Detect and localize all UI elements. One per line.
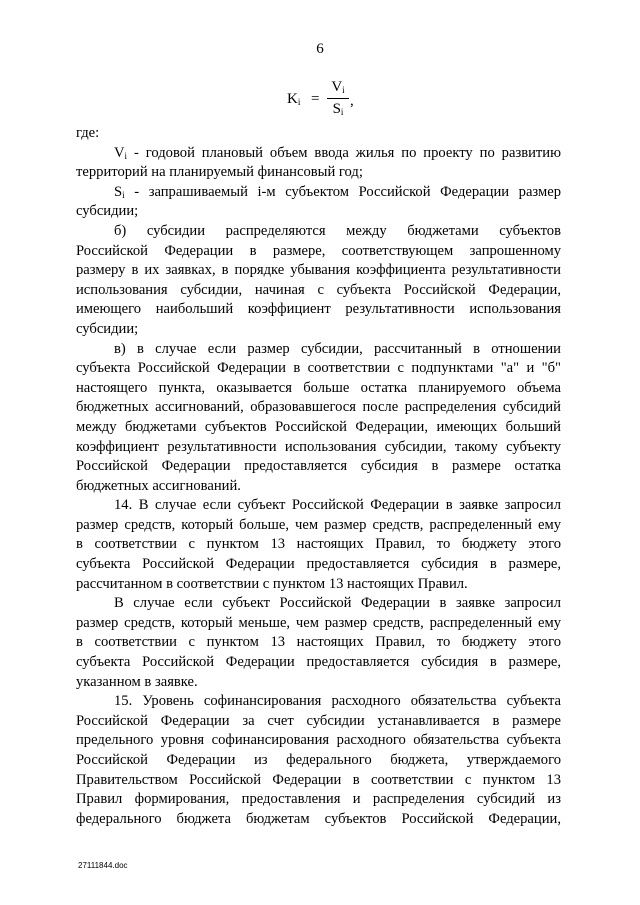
paragraph-v-line: в) в случае если размер субсидии, рассчитанный в отношении bbox=[114, 340, 561, 357]
paragraph-14-line: субъекта Российской Федерации предоставляется субсидия в размере, bbox=[76, 556, 561, 573]
paragraph-v-line: субъекта Российской Федерации в соответствии с подпунктами "а" и "б" bbox=[76, 360, 561, 377]
paragraph-b-line: б) субсидии распределяются между бюджетами субъектов bbox=[114, 222, 561, 239]
where-label: где: bbox=[76, 125, 100, 141]
formula-denominator: $S_i$ bbox=[332, 101, 344, 117]
paragraph-14b-line: указанном в заявке. bbox=[76, 673, 198, 690]
paragraph-15-line: Правительством Российской Федерации в соответствии с пунктом 13 bbox=[76, 771, 561, 788]
paragraph-14b-line: размер средств, который меньше, чем размер средств, распределенный ему bbox=[76, 614, 561, 631]
definition-v-line-1: $V_i$ - годовой плановый объем ввода жилья по проекту по развитию bbox=[114, 144, 561, 161]
paragraph-v-line: бюджетных ассигнований, образовавшегося после распределения субсидий bbox=[76, 399, 561, 416]
paragraph-14-line: в соответствии с пунктом 13 настоящих Правил, то бюджету этого bbox=[76, 536, 561, 553]
paragraph-b-line: размеру в их заявках, в порядке убывания коэффициента результативности bbox=[76, 262, 561, 279]
page-number: 6 bbox=[316, 41, 324, 57]
paragraph-14-line: размер средств, который больше, чем размер средств, распределенный ему bbox=[76, 516, 561, 533]
paragraph-14-line: 14. В случае если субъект Российской Федерации в заявке запросил bbox=[114, 497, 561, 514]
paragraph-v-line: коэффициент результативности использования субсидии, такому субъекту bbox=[76, 438, 561, 455]
paragraph-15-line: предельного уровня софинансирования расходного обязательства субъекта bbox=[76, 732, 561, 749]
paragraph-b-line: Российской Федерации в размере, соответствующем запрошенному bbox=[76, 242, 561, 259]
paragraph-14b-line: в соответствии с пунктом 13 настоящих Правил, то бюджету этого bbox=[76, 634, 561, 651]
paragraph-14b-line: В случае если субъект Российской Федерации в заявке запросил bbox=[114, 595, 561, 612]
paragraph-v-line: Российской Федерации предоставляется субсидия в размере остатка bbox=[76, 458, 561, 475]
formula-lhs: $K_i$ bbox=[287, 91, 301, 107]
paragraph-14-line: рассчитанном в соответствии с пунктом 13 настоящих Правил. bbox=[76, 575, 468, 592]
definition-s-line-2: субсидии; bbox=[76, 203, 139, 220]
paragraph-v-line: настоящего пункта, оказывается больше остатка планируемого объема bbox=[76, 379, 561, 396]
formula-trailing-comma: , bbox=[350, 93, 354, 109]
formula-equals: = bbox=[311, 91, 320, 107]
definition-v-line-2: территорий на планируемый финансовый год; bbox=[76, 164, 363, 181]
paragraph-15-line: федерального бюджета бюджетам субъектов Российской Федерации, bbox=[76, 810, 561, 827]
paragraph-v-line: между бюджетами субъектов Российской Федерации, имеющих больший bbox=[76, 418, 561, 435]
paragraph-v-line: бюджетных ассигнований. bbox=[76, 477, 241, 494]
file-name-footer: 27111844.doc bbox=[78, 861, 128, 870]
paragraph-b-line: имеющего наибольший коэффициент результативности использования bbox=[76, 301, 561, 318]
document-body bbox=[76, 124, 561, 829]
formula-fraction-bar bbox=[327, 98, 349, 99]
paragraph-15-line: Российской Федерации из федерального бюджета, утверждаемого bbox=[76, 752, 561, 768]
paragraph-b-line: использования субсидии, начиная с субъекта Российской Федерации, bbox=[76, 281, 561, 298]
paragraph-b-line: субсидии; bbox=[76, 320, 139, 337]
formula-numerator: $V_i$ bbox=[331, 79, 345, 95]
paragraph-14b-line: субъекта Российской Федерации предоставляется субсидия в размере, bbox=[76, 654, 561, 671]
paragraph-15-line: 15. Уровень софинансирования расходного обязательства субъекта bbox=[114, 693, 561, 710]
paragraph-15-line: Российской Федерации за счет субсидии устанавливается в размере bbox=[76, 712, 561, 729]
paragraph-15-line: Правил формирования, предоставления и распределения субсидий из bbox=[76, 791, 561, 808]
definition-s-line-1: $S_i$ - запрашиваемый i-м субъектом Российской Федерации размер bbox=[114, 183, 561, 200]
